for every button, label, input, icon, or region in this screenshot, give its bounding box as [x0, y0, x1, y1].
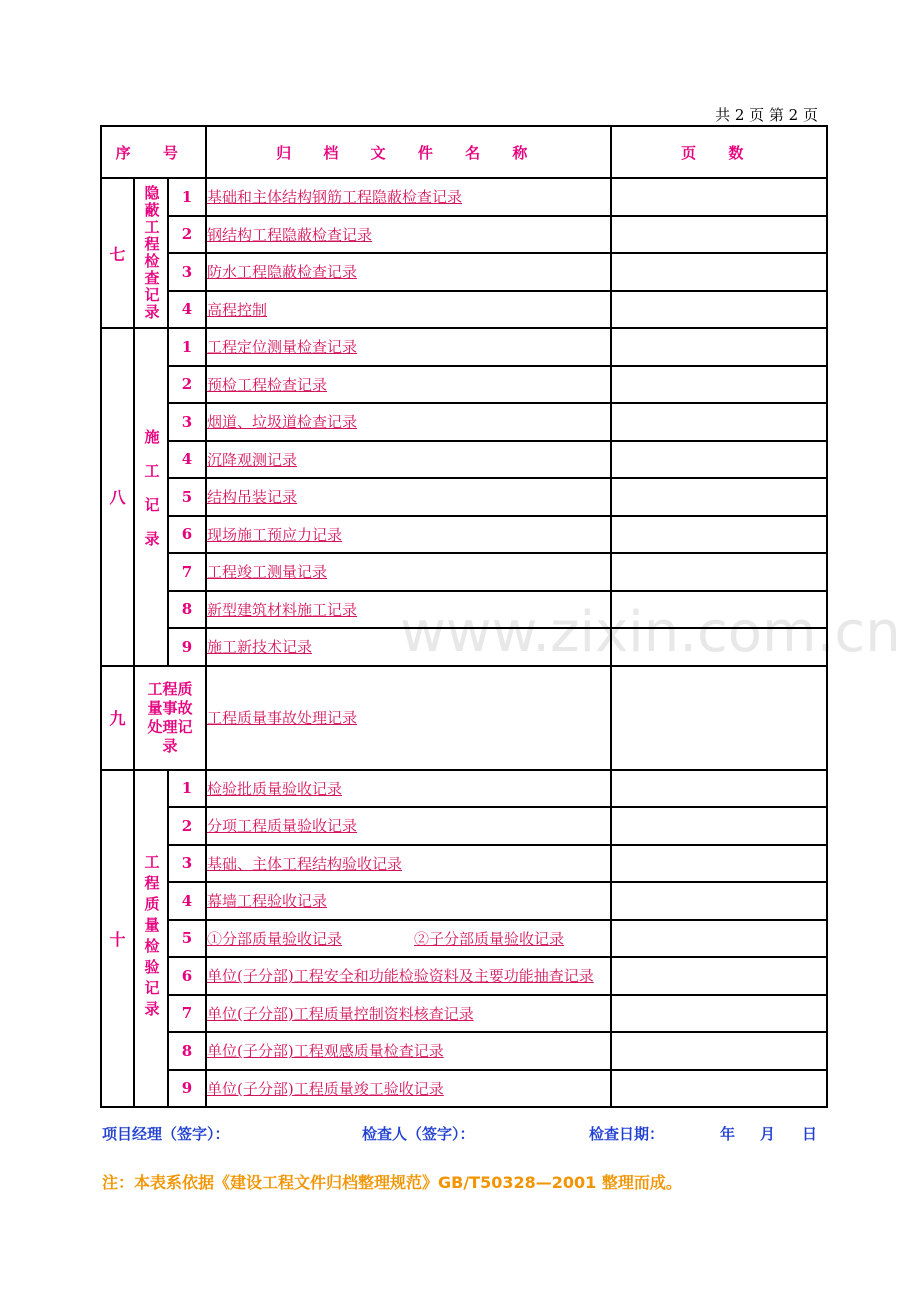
item-number: 7: [168, 553, 206, 591]
table-row: [101, 366, 827, 404]
pages-cell[interactable]: [611, 1032, 827, 1070]
table-row: [101, 920, 827, 958]
pages-cell[interactable]: [611, 441, 827, 479]
pages-cell[interactable]: [611, 516, 827, 554]
table-row: [101, 666, 827, 770]
doc-name[interactable]: 工程定位测量检查记录: [206, 328, 611, 366]
doc-name-pair: [206, 920, 611, 958]
pages-cell[interactable]: [611, 845, 827, 883]
table-row: [101, 328, 827, 366]
table-row: [101, 516, 827, 554]
table-row: [101, 441, 827, 479]
item-number: 9: [168, 628, 206, 666]
item-number: 8: [168, 1032, 206, 1070]
doc-name[interactable]: 单位(子分部)工程质量控制资料核查记录: [206, 995, 611, 1033]
pages-cell[interactable]: [611, 253, 827, 291]
pages-cell[interactable]: [611, 1070, 827, 1108]
watermark: www.zixin.com.cn: [400, 600, 901, 665]
table-row: [101, 216, 827, 254]
pages-cell[interactable]: [611, 216, 827, 254]
table-row: [101, 1070, 827, 1108]
table-row: [101, 770, 827, 808]
doc-name[interactable]: 检验批质量验收记录: [206, 770, 611, 808]
doc-name[interactable]: 沉降观测记录: [206, 441, 611, 479]
date-year-label: 年: [720, 1125, 736, 1143]
section-numeral: 八: [101, 328, 134, 666]
pages-cell[interactable]: [611, 291, 827, 329]
table-row: [101, 957, 827, 995]
table-row: [101, 807, 827, 845]
item-number: 1: [168, 328, 206, 366]
doc-name[interactable]: 基础、主体工程结构验收记录: [206, 845, 611, 883]
manager-signature-label: 项目经理（签字）：: [102, 1125, 230, 1143]
item-number: 8: [168, 591, 206, 629]
item-number: 4: [168, 291, 206, 329]
table-row: [101, 845, 827, 883]
date-month-label: 月: [760, 1125, 776, 1143]
item-number: 7: [168, 995, 206, 1033]
doc-name[interactable]: 分项工程质量验收记录: [206, 807, 611, 845]
table-row: [101, 995, 827, 1033]
doc-name[interactable]: 现场施工预应力记录: [206, 516, 611, 554]
table-row: [101, 403, 827, 441]
item-number: 1: [168, 770, 206, 808]
doc-name[interactable]: ②子分部质量验收记录: [414, 929, 565, 948]
doc-name[interactable]: 施工新技术记录: [206, 628, 611, 666]
doc-name[interactable]: 防水工程隐蔽检查记录: [206, 253, 611, 291]
item-number: 1: [168, 178, 206, 216]
doc-name[interactable]: 烟道、垃圾道检查记录: [206, 403, 611, 441]
doc-name[interactable]: 幕墙工程验收记录: [206, 882, 611, 920]
section-category: 施工记录: [134, 328, 168, 666]
pages-cell[interactable]: [611, 995, 827, 1033]
archive-table: [100, 125, 828, 1108]
header-doc-name: 归 档 文 件 名 称: [206, 126, 611, 178]
footnote: 注：本表系依据《建设工程文件归档整理规范》GB/T50328—2001 整理而成。: [102, 1173, 682, 1192]
doc-name[interactable]: 结构吊装记录: [206, 478, 611, 516]
check-date-label: 检查日期：: [589, 1125, 665, 1143]
pages-cell[interactable]: [611, 666, 827, 770]
item-number: 2: [168, 366, 206, 404]
item-number: 3: [168, 253, 206, 291]
table-header-row: [101, 126, 827, 178]
table-row: [101, 591, 827, 629]
section-numeral: 十: [101, 770, 134, 1108]
doc-name[interactable]: 基础和主体结构钢筋工程隐蔽检查记录: [206, 178, 611, 216]
item-number: 4: [168, 882, 206, 920]
pages-cell[interactable]: [611, 178, 827, 216]
section-numeral: 七: [101, 178, 134, 328]
section-category: 工程质量事故处理记录: [134, 666, 206, 770]
doc-name[interactable]: 钢结构工程隐蔽检查记录: [206, 216, 611, 254]
item-number: 6: [168, 957, 206, 995]
table-row: [101, 882, 827, 920]
item-number: 6: [168, 516, 206, 554]
pages-cell[interactable]: [611, 770, 827, 808]
section-numeral: 九: [101, 666, 134, 770]
pages-cell[interactable]: [611, 920, 827, 958]
table-row: [101, 1032, 827, 1070]
item-number: 2: [168, 807, 206, 845]
pages-cell[interactable]: [611, 366, 827, 404]
page-count: 共 2 页 第 2 页: [715, 106, 818, 124]
doc-name[interactable]: 单位(子分部)工程质量竣工验收记录: [206, 1070, 611, 1108]
item-number: 5: [168, 920, 206, 958]
doc-name[interactable]: 预检工程检查记录: [206, 366, 611, 404]
doc-name[interactable]: 高程控制: [206, 291, 611, 329]
pages-cell[interactable]: [611, 403, 827, 441]
header-seq: 序 号: [101, 126, 206, 178]
section-category: 隐蔽工程检查记录: [134, 178, 168, 328]
section-category: 工程质量检验记录: [134, 770, 168, 1108]
table-row: [101, 553, 827, 591]
pages-cell[interactable]: [611, 478, 827, 516]
pages-cell[interactable]: [611, 807, 827, 845]
pages-cell[interactable]: [611, 882, 827, 920]
pages-cell[interactable]: [611, 591, 827, 629]
item-number: 3: [168, 403, 206, 441]
header-pages: 页 数: [611, 126, 827, 178]
table-row: [101, 291, 827, 329]
doc-name[interactable]: 工程竣工测量记录: [206, 553, 611, 591]
table-row: [101, 253, 827, 291]
item-number: 3: [168, 845, 206, 883]
pages-cell[interactable]: [611, 553, 827, 591]
pages-cell[interactable]: [611, 957, 827, 995]
doc-name[interactable]: ①分部质量验收记录: [207, 929, 343, 948]
item-number: 5: [168, 478, 206, 516]
item-number: 2: [168, 216, 206, 254]
date-day-label: 日: [802, 1125, 818, 1143]
inspector-signature-label: 检查人（签字）：: [362, 1125, 475, 1143]
table-row: [101, 178, 827, 216]
item-number: 9: [168, 1070, 206, 1108]
table-row: [101, 478, 827, 516]
pages-cell[interactable]: [611, 328, 827, 366]
table-row: [101, 628, 827, 666]
doc-name[interactable]: 单位(子分部)工程观感质量检查记录: [206, 1032, 611, 1070]
doc-name[interactable]: 新型建筑材料施工记录: [206, 591, 611, 629]
pages-cell[interactable]: [611, 628, 827, 666]
doc-name[interactable]: 工程质量事故处理记录: [206, 666, 611, 770]
doc-name[interactable]: 单位(子分部)工程安全和功能检验资料及主要功能抽查记录: [206, 957, 611, 995]
item-number: 4: [168, 441, 206, 479]
